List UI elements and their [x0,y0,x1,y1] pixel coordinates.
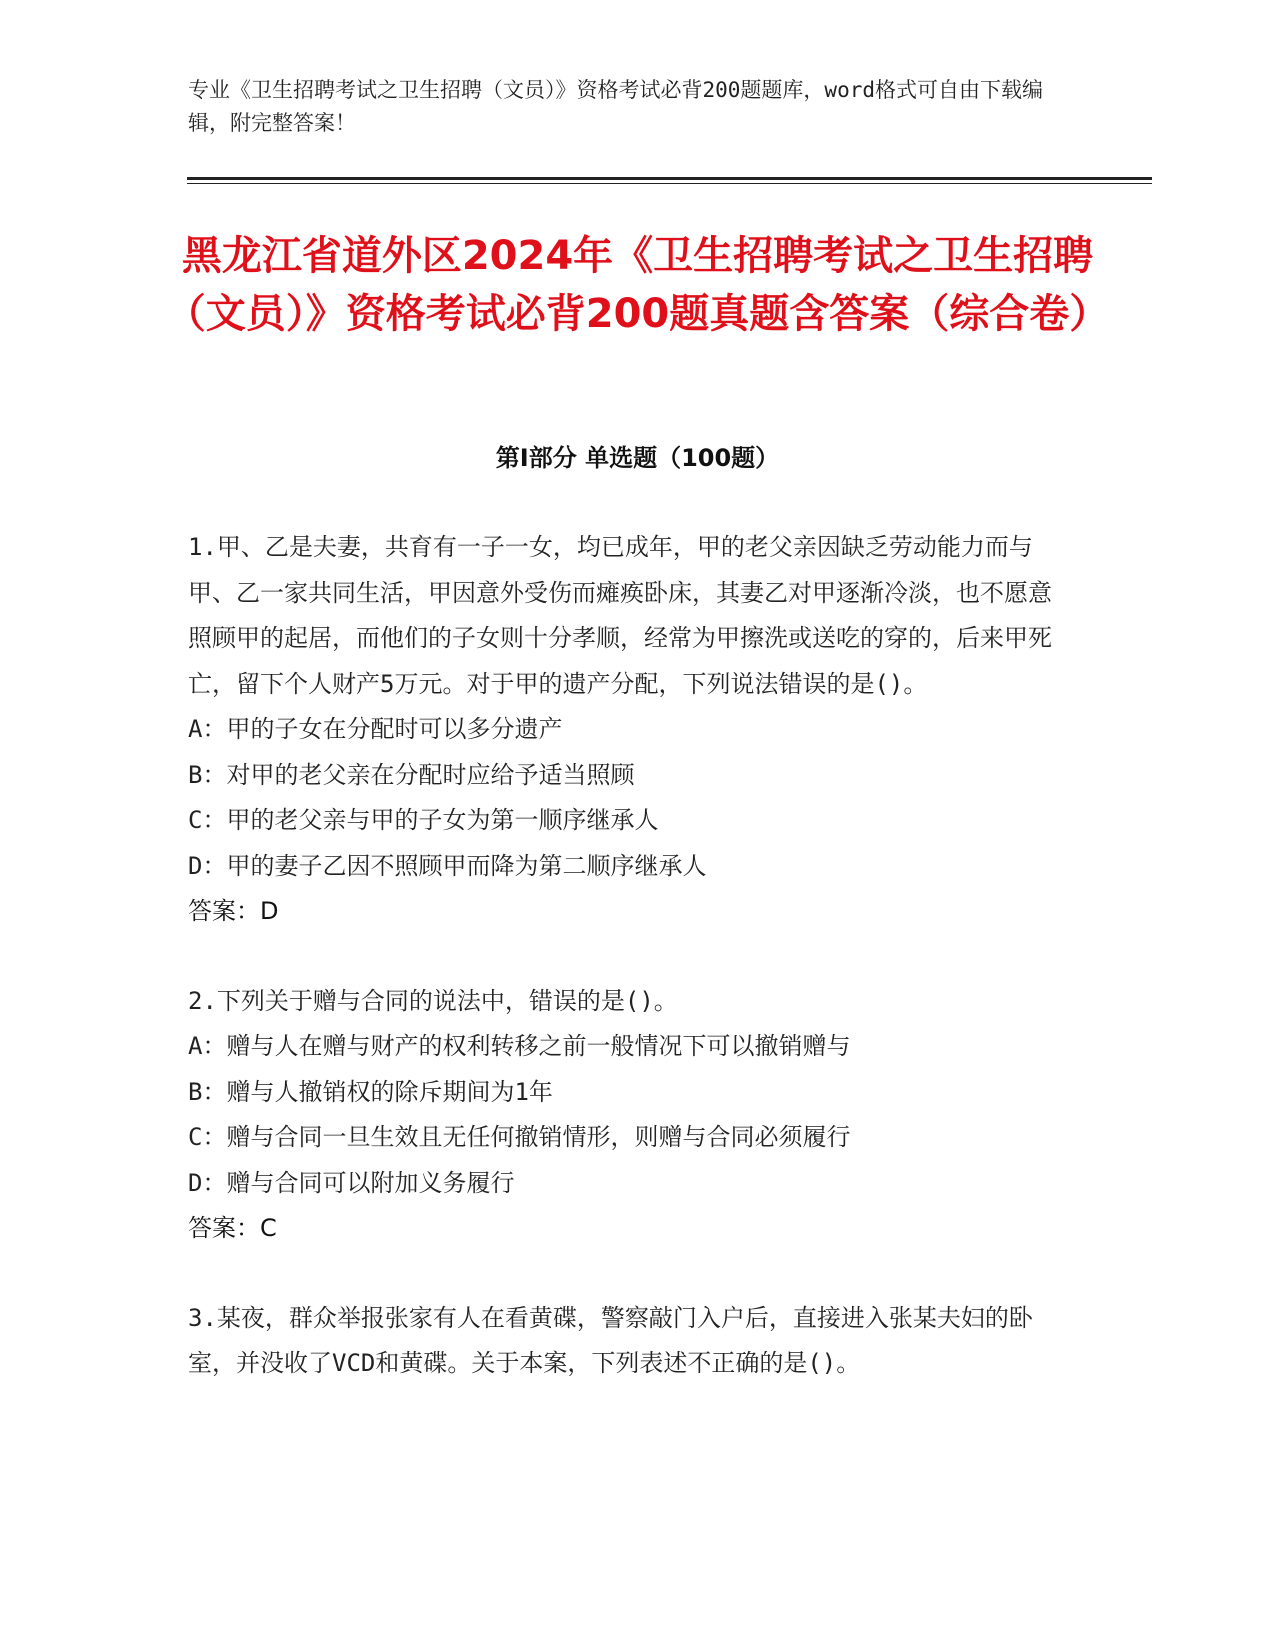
header-note: 专业《卫生招聘考试之卫生招聘（文员）》资格考试必背200题题库，word格式可自由下载编辑，附完整答案！ [188,78,1043,135]
question-2 [188,979,1068,1252]
question-3 [188,1296,1068,1387]
document-title: 黑龙江省道外区2024年《卫生招聘考试之卫生招聘（文员）》资格考试必背200题真题含答案（综合卷） [165,233,1110,337]
question-stem: 3.某夜，群众举报张家有人在看黄碟，警察敲门入户后，直接进入张某夫妇的卧室，并没收了VCD和黄碟。关于本案，下列表述不正确的是()。 [188,1303,1033,1377]
option-d: D：甲的妻子乙因不照顾甲而降为第二顺序继承人 [188,851,707,880]
answer: 答案：D [188,897,279,925]
option-a: A：甲的子女在分配时可以多分遗产 [188,715,563,743]
question-1 [188,525,1068,935]
section-title: 第Ⅰ部分 单选题（100题） [495,444,780,472]
option-b: B：赠与人撤销权的除斥期间为1年 [188,1077,553,1106]
option-b: B：对甲的老父亲在分配时应给予适当照顾 [188,760,635,789]
header-divider-thick [187,177,1152,180]
question-stem: 1.甲、乙是夫妻，共育有一子一女，均已成年，甲的老父亲因缺乏劳动能力而与甲、乙一家共同生活，甲因意外受伤而瘫痪卧床，其妻乙对甲逐渐冷淡，也不愿意照顾甲的起居，而他们的子女则十分孝顺，经常为甲擦洗或送吃的穿的，后来甲死亡，留下个人财产5万元。对于甲的遗产分配，下列说法错误的是()。 [188,533,1052,698]
question-stem: 2.下列关于赠与合同的说法中，错误的是()。 [188,986,678,1015]
option-a: A：赠与人在赠与财产的权利转移之前一般情况下可以撤销赠与 [188,1032,851,1060]
answer: 答案：C [188,1214,277,1242]
question-list [188,525,1068,1431]
option-c: C：甲的老父亲与甲的子女为第一顺序继承人 [188,806,659,834]
option-d: D：赠与合同可以附加义务履行 [188,1168,515,1197]
header-divider-thin [187,183,1152,184]
option-c: C：赠与合同一旦生效且无任何撤销情形，则赠与合同必须履行 [188,1123,851,1151]
